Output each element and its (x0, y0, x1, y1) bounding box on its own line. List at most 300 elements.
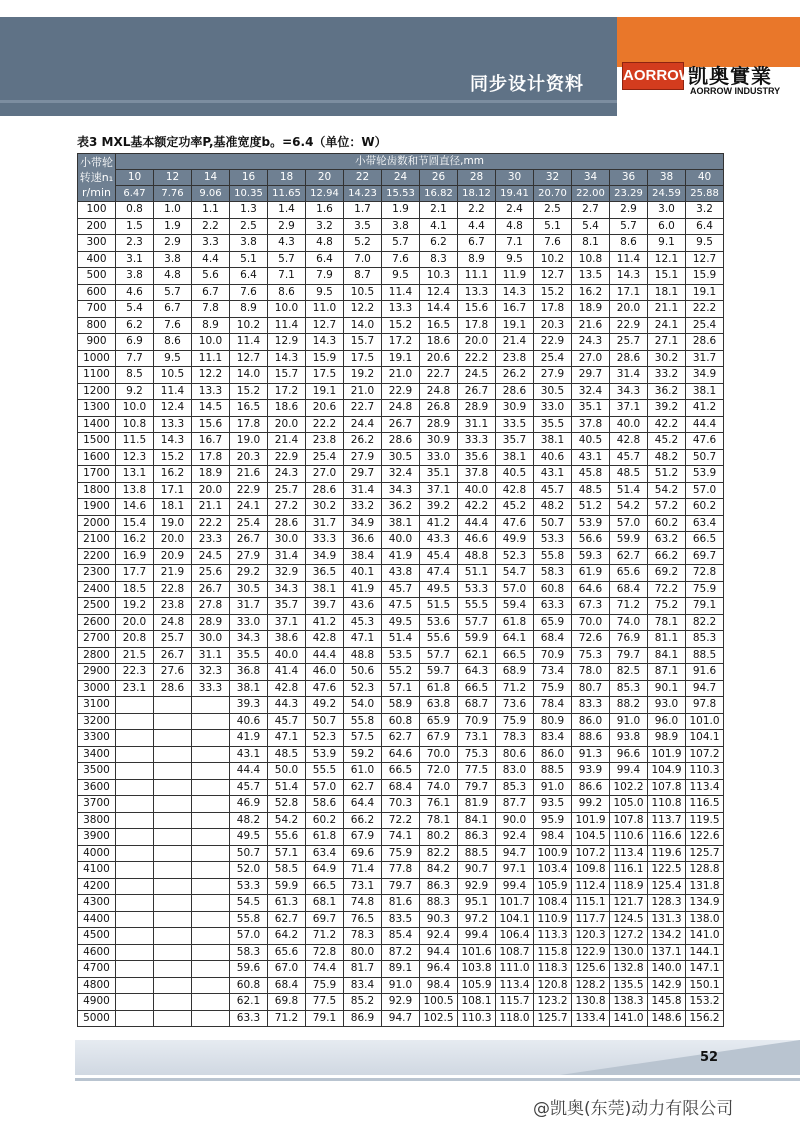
power-cell: 17.5 (344, 350, 382, 367)
power-cell: 41.9 (230, 730, 268, 747)
power-cell: 40.6 (534, 449, 572, 466)
power-cell: 113.4 (686, 779, 724, 796)
power-cell: 57.0 (610, 515, 648, 532)
power-cell: 43.1 (572, 449, 610, 466)
power-cell: 113.4 (610, 845, 648, 862)
power-cell: 33.3 (458, 433, 496, 450)
power-cell: 10.2 (230, 317, 268, 334)
power-cell: 62.1 (458, 647, 496, 664)
power-cell: 96.0 (648, 713, 686, 730)
power-cell: 117.7 (572, 911, 610, 928)
power-cell (116, 1010, 154, 1027)
power-cell: 4.4 (192, 251, 230, 268)
power-cell: 142.9 (648, 977, 686, 994)
power-cell: 84.1 (648, 647, 686, 664)
power-cell: 145.8 (648, 994, 686, 1011)
power-cell: 72.0 (420, 763, 458, 780)
power-cell: 38.1 (534, 433, 572, 450)
power-cell: 16.2 (572, 284, 610, 301)
power-cell: 86.3 (458, 829, 496, 846)
power-cell: 84.1 (458, 812, 496, 829)
power-cell: 92.9 (458, 878, 496, 895)
power-cell: 24.5 (458, 367, 496, 384)
power-cell: 125.7 (534, 1010, 572, 1027)
power-cell: 40.0 (382, 532, 420, 549)
power-cell: 74.0 (610, 614, 648, 631)
power-cell: 31.7 (306, 515, 344, 532)
speed-cell: 3400 (78, 746, 116, 763)
power-cell: 48.2 (534, 499, 572, 516)
power-cell: 31.4 (344, 482, 382, 499)
power-cell: 128.3 (648, 895, 686, 912)
power-cell: 54.7 (496, 565, 534, 582)
power-cell: 137.1 (648, 944, 686, 961)
speed-cell: 4800 (78, 977, 116, 994)
power-cell: 2.2 (458, 202, 496, 219)
power-cell: 11.4 (154, 383, 192, 400)
power-cell: 57.7 (458, 614, 496, 631)
power-cell: 50.7 (686, 449, 724, 466)
power-cell: 2.2 (192, 218, 230, 235)
power-cell: 40.0 (458, 482, 496, 499)
power-cell (192, 845, 230, 862)
power-cell: 20.3 (534, 317, 572, 334)
power-cell: 17.5 (306, 367, 344, 384)
table-row (78, 763, 724, 780)
speed-cell: 2200 (78, 548, 116, 565)
power-cell: 28.6 (268, 515, 306, 532)
power-cell (154, 961, 192, 978)
power-cell: 30.0 (268, 532, 306, 549)
power-cell: 2.5 (534, 202, 572, 219)
power-cell: 24.8 (382, 400, 420, 417)
power-cell: 153.2 (686, 994, 724, 1011)
power-cell: 92.4 (420, 928, 458, 945)
power-cell: 93.5 (534, 796, 572, 813)
power-cell: 85.3 (610, 680, 648, 697)
power-cell: 121.7 (610, 895, 648, 912)
power-cell: 98.4 (534, 829, 572, 846)
speed-cell: 4900 (78, 994, 116, 1011)
power-cell: 92.4 (496, 829, 534, 846)
power-cell (116, 713, 154, 730)
power-cell: 99.4 (458, 928, 496, 945)
power-cell: 14.3 (496, 284, 534, 301)
power-cell: 57.0 (496, 581, 534, 598)
power-cell: 5.4 (116, 301, 154, 318)
pitch-diameter-cell: 23.29 (610, 186, 648, 202)
power-cell: 108.4 (534, 895, 572, 912)
power-cell (154, 994, 192, 1011)
power-cell: 95.9 (534, 812, 572, 829)
power-cell: 19.1 (382, 350, 420, 367)
power-cell: 13.3 (154, 416, 192, 433)
power-cell: 112.4 (572, 878, 610, 895)
power-cell: 28.9 (192, 614, 230, 631)
power-cell: 48.8 (458, 548, 496, 565)
power-cell: 56.6 (572, 532, 610, 549)
power-cell: 18.6 (268, 400, 306, 417)
power-cell: 69.7 (306, 911, 344, 928)
speed-cell: 600 (78, 284, 116, 301)
teeth-group-header: 小带轮齿数和节圆直径,mm (116, 154, 724, 170)
power-cell: 19.1 (496, 317, 534, 334)
power-cell: 27.2 (268, 499, 306, 516)
power-cell: 69.6 (344, 845, 382, 862)
power-cell: 3.8 (382, 218, 420, 235)
power-cell: 1.6 (306, 202, 344, 219)
power-cell: 10.3 (420, 268, 458, 285)
power-cell: 35.7 (268, 598, 306, 615)
speed-cell: 3000 (78, 680, 116, 697)
power-cell: 25.4 (306, 449, 344, 466)
power-cell: 33.0 (230, 614, 268, 631)
power-cell: 21.0 (344, 383, 382, 400)
power-cell: 27.0 (572, 350, 610, 367)
power-cell: 50.6 (344, 664, 382, 681)
speed-cell: 3200 (78, 713, 116, 730)
teeth-count-cell: 32 (534, 170, 572, 186)
table-row (78, 565, 724, 582)
power-cell (116, 829, 154, 846)
power-cell (192, 911, 230, 928)
power-cell: 23.1 (116, 680, 154, 697)
table-row (78, 433, 724, 450)
speed-header-line: 小带轮 (80, 156, 113, 169)
power-cell (116, 697, 154, 714)
power-cell: 73.1 (458, 730, 496, 747)
power-cell (154, 928, 192, 945)
power-cell: 47.1 (344, 631, 382, 648)
power-cell: 102.5 (420, 1010, 458, 1027)
speed-cell: 2500 (78, 598, 116, 615)
power-cell (192, 730, 230, 747)
power-cell (116, 928, 154, 945)
power-cell: 47.1 (268, 730, 306, 747)
power-cell: 36.5 (306, 565, 344, 582)
power-cell: 63.2 (648, 532, 686, 549)
power-cell: 75.2 (648, 598, 686, 615)
power-cell: 5.1 (230, 251, 268, 268)
power-cell: 3.8 (154, 251, 192, 268)
power-cell: 36.2 (382, 499, 420, 516)
power-cell: 87.7 (496, 796, 534, 813)
table-header (78, 154, 724, 202)
power-cell: 3.8 (116, 268, 154, 285)
power-cell: 67.9 (420, 730, 458, 747)
speed-cell: 4600 (78, 944, 116, 961)
page-title: 同步设计资料 (470, 74, 584, 95)
power-cell: 44.4 (230, 763, 268, 780)
power-cell: 40.0 (268, 647, 306, 664)
teeth-count-cell: 26 (420, 170, 458, 186)
power-cell: 109.8 (572, 862, 610, 879)
power-cell: 123.2 (534, 994, 572, 1011)
table-row (78, 499, 724, 516)
power-cell: 62.1 (230, 994, 268, 1011)
table-row (78, 598, 724, 615)
power-cell: 6.7 (154, 301, 192, 318)
power-cell: 115.8 (534, 944, 572, 961)
power-cell: 21.1 (648, 301, 686, 318)
speed-cell: 300 (78, 235, 116, 252)
power-rating-table (77, 153, 724, 1027)
power-cell (116, 911, 154, 928)
power-cell: 87.2 (382, 944, 420, 961)
power-cell: 45.4 (420, 548, 458, 565)
power-cell: 33.0 (534, 400, 572, 417)
power-cell: 150.1 (686, 977, 724, 994)
power-cell (116, 944, 154, 961)
power-cell: 17.1 (610, 284, 648, 301)
power-cell: 51.2 (648, 466, 686, 483)
power-cell: 57.7 (420, 647, 458, 664)
power-cell: 37.1 (610, 400, 648, 417)
power-cell: 102.2 (610, 779, 648, 796)
power-cell: 81.6 (382, 895, 420, 912)
power-cell: 71.2 (306, 928, 344, 945)
table-row (78, 911, 724, 928)
speed-header-cell (78, 154, 116, 202)
power-cell: 98.4 (420, 977, 458, 994)
power-cell: 3.2 (306, 218, 344, 235)
power-cell: 30.9 (420, 433, 458, 450)
power-cell: 2.1 (420, 202, 458, 219)
power-cell: 49.5 (382, 614, 420, 631)
power-cell: 8.5 (116, 367, 154, 384)
power-cell: 57.0 (230, 928, 268, 945)
power-cell: 9.2 (116, 383, 154, 400)
power-cell: 22.2 (306, 416, 344, 433)
power-cell: 75.9 (496, 713, 534, 730)
power-cell: 125.6 (572, 961, 610, 978)
power-cell: 43.6 (344, 598, 382, 615)
power-cell: 31.7 (686, 350, 724, 367)
power-cell: 32.4 (382, 466, 420, 483)
power-cell: 57.0 (686, 482, 724, 499)
power-cell: 97.2 (458, 911, 496, 928)
power-cell: 75.3 (458, 746, 496, 763)
power-cell: 18.9 (192, 466, 230, 483)
speed-cell: 2100 (78, 532, 116, 549)
power-cell: 31.1 (458, 416, 496, 433)
power-cell: 28.9 (420, 416, 458, 433)
speed-cell: 3300 (78, 730, 116, 747)
pitch-diameter-cell: 6.47 (116, 186, 154, 202)
power-cell: 37.8 (458, 466, 496, 483)
power-cell: 47.4 (420, 565, 458, 582)
pitch-diameter-cell: 15.53 (382, 186, 420, 202)
power-cell: 34.3 (268, 581, 306, 598)
table-row (78, 268, 724, 285)
power-cell: 120.8 (534, 977, 572, 994)
power-cell: 5.7 (382, 235, 420, 252)
power-cell: 62.7 (268, 911, 306, 928)
power-cell: 130.8 (572, 994, 610, 1011)
power-cell: 28.6 (686, 334, 724, 351)
power-cell: 88.5 (534, 763, 572, 780)
speed-cell: 3700 (78, 796, 116, 813)
power-cell: 113.3 (534, 928, 572, 945)
power-cell: 54.2 (648, 482, 686, 499)
pitch-diameter-cell: 25.88 (686, 186, 724, 202)
power-cell: 75.9 (534, 680, 572, 697)
power-cell: 25.7 (610, 334, 648, 351)
power-cell: 35.5 (230, 647, 268, 664)
table-row (78, 895, 724, 912)
power-cell: 17.7 (116, 565, 154, 582)
table-row (78, 202, 724, 219)
table-row (78, 515, 724, 532)
table-caption: 表3 MXL基本额定功率P,基准宽度b。=6.4（单位：W） (77, 135, 387, 149)
power-cell: 15.4 (116, 515, 154, 532)
teeth-count-cell: 28 (458, 170, 496, 186)
power-cell: 30.2 (648, 350, 686, 367)
power-cell: 131.3 (648, 911, 686, 928)
power-cell: 78.1 (420, 812, 458, 829)
power-cell: 68.1 (306, 895, 344, 912)
power-cell: 64.6 (572, 581, 610, 598)
power-cell: 2.9 (610, 202, 648, 219)
table-row (78, 1010, 724, 1027)
power-cell: 75.9 (382, 845, 420, 862)
power-cell: 91.3 (572, 746, 610, 763)
power-cell: 4.8 (496, 218, 534, 235)
power-cell: 88.6 (572, 730, 610, 747)
power-cell: 35.7 (496, 433, 534, 450)
power-cell: 51.4 (268, 779, 306, 796)
power-cell: 60.8 (382, 713, 420, 730)
power-cell: 101.9 (572, 812, 610, 829)
power-cell: 59.7 (420, 664, 458, 681)
power-cell: 83.5 (382, 911, 420, 928)
power-cell: 20.6 (306, 400, 344, 417)
table-row (78, 845, 724, 862)
power-cell: 32.4 (572, 383, 610, 400)
power-cell: 80.7 (572, 680, 610, 697)
power-cell: 30.0 (192, 631, 230, 648)
speed-cell: 5000 (78, 1010, 116, 1027)
power-cell: 61.8 (496, 614, 534, 631)
power-cell: 45.7 (230, 779, 268, 796)
power-cell: 22.7 (420, 367, 458, 384)
power-cell: 50.7 (534, 515, 572, 532)
speed-cell: 400 (78, 251, 116, 268)
power-cell: 138.3 (610, 994, 648, 1011)
power-cell: 38.1 (230, 680, 268, 697)
power-cell: 19.0 (154, 515, 192, 532)
power-cell: 43.1 (230, 746, 268, 763)
power-cell: 8.7 (344, 268, 382, 285)
power-cell: 27.0 (306, 466, 344, 483)
power-cell: 78.3 (496, 730, 534, 747)
power-cell: 26.7 (230, 532, 268, 549)
table-row (78, 664, 724, 681)
power-cell: 93.0 (648, 697, 686, 714)
power-cell: 113.7 (648, 812, 686, 829)
power-cell: 2.7 (572, 202, 610, 219)
power-cell: 65.9 (420, 713, 458, 730)
power-cell: 80.2 (420, 829, 458, 846)
power-cell: 42.8 (610, 433, 648, 450)
power-cell: 35.5 (534, 416, 572, 433)
power-cell: 23.8 (306, 433, 344, 450)
power-cell: 57.1 (268, 845, 306, 862)
speed-cell: 4500 (78, 928, 116, 945)
power-cell: 60.2 (306, 812, 344, 829)
power-cell: 69.8 (268, 994, 306, 1011)
power-cell: 32.3 (192, 664, 230, 681)
power-cell: 24.3 (572, 334, 610, 351)
power-cell: 72.8 (306, 944, 344, 961)
power-cell: 12.7 (534, 268, 572, 285)
teeth-count-cell: 14 (192, 170, 230, 186)
power-cell: 39.2 (420, 499, 458, 516)
teeth-count-row (78, 170, 724, 186)
power-cell: 88.3 (420, 895, 458, 912)
power-cell: 68.9 (496, 664, 534, 681)
power-cell: 18.5 (116, 581, 154, 598)
speed-cell: 3600 (78, 779, 116, 796)
power-cell: 5.6 (192, 268, 230, 285)
power-cell: 47.5 (382, 598, 420, 615)
power-cell: 79.1 (686, 598, 724, 615)
power-cell: 21.6 (572, 317, 610, 334)
power-cell: 66.5 (686, 532, 724, 549)
power-cell: 94.7 (382, 1010, 420, 1027)
power-cell: 107.2 (572, 845, 610, 862)
power-cell: 70.0 (420, 746, 458, 763)
power-cell: 64.1 (496, 631, 534, 648)
power-cell (192, 829, 230, 846)
power-cell: 73.6 (496, 697, 534, 714)
power-cell: 89.1 (382, 961, 420, 978)
speed-cell: 2000 (78, 515, 116, 532)
power-cell: 82.5 (610, 664, 648, 681)
power-cell: 108.1 (458, 994, 496, 1011)
power-cell: 26.2 (344, 433, 382, 450)
power-cell: 107.8 (648, 779, 686, 796)
power-cell: 12.1 (648, 251, 686, 268)
power-cell: 57.0 (306, 779, 344, 796)
power-cell: 6.2 (420, 235, 458, 252)
power-cell: 49.5 (420, 581, 458, 598)
speed-cell: 2800 (78, 647, 116, 664)
pitch-diameter-cell: 7.76 (154, 186, 192, 202)
power-cell: 71.4 (344, 862, 382, 879)
power-cell: 104.1 (496, 911, 534, 928)
power-cell: 66.5 (306, 878, 344, 895)
power-cell: 17.8 (192, 449, 230, 466)
power-cell: 39.3 (230, 697, 268, 714)
power-cell: 70.9 (458, 713, 496, 730)
power-cell: 59.9 (268, 878, 306, 895)
power-cell (154, 713, 192, 730)
speed-cell: 500 (78, 268, 116, 285)
power-cell: 30.5 (230, 581, 268, 598)
power-cell: 11.5 (116, 433, 154, 450)
speed-cell: 1100 (78, 367, 116, 384)
power-cell: 69.7 (686, 548, 724, 565)
power-cell: 64.2 (268, 928, 306, 945)
power-cell: 93.8 (610, 730, 648, 747)
power-cell: 98.9 (648, 730, 686, 747)
power-cell: 86.6 (572, 779, 610, 796)
power-cell: 15.2 (534, 284, 572, 301)
power-cell: 41.9 (382, 548, 420, 565)
power-cell: 6.7 (458, 235, 496, 252)
brand-logo: AORROW (622, 62, 684, 90)
